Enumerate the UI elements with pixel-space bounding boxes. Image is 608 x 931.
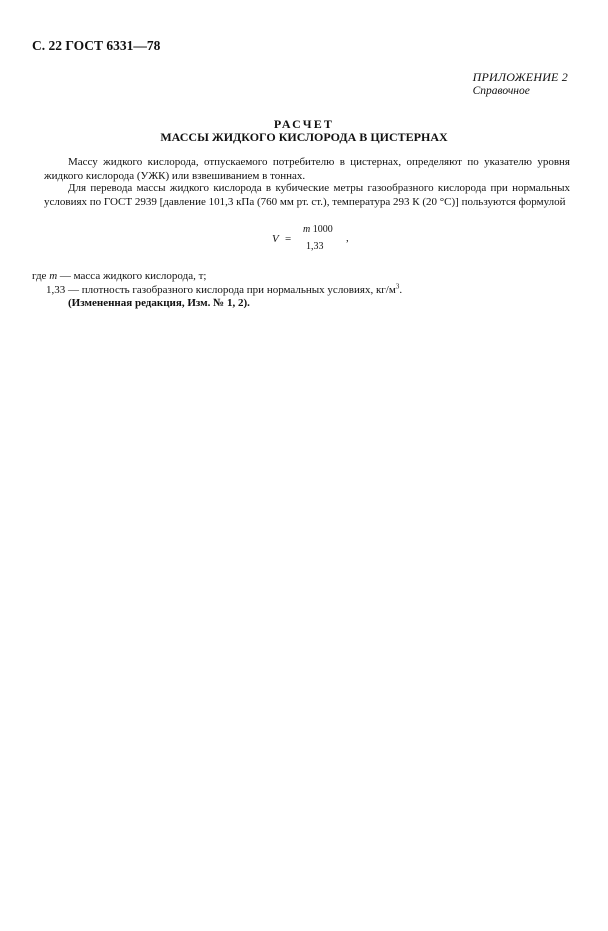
definition-dash: — bbox=[59, 270, 71, 282]
definition-symbol: 1,33 bbox=[46, 283, 66, 296]
paragraph-1: Массу жидкого кислорода, отпускаемого потребителю в цистернах, определяют по указателю уровня жидкого кислорода (УЖК) или взвешиванием в тоннах. bbox=[44, 156, 570, 182]
heading-line-1: РАСЧЕТ bbox=[273, 117, 335, 131]
definition-superscript: 3 bbox=[395, 281, 400, 290]
formula-lhs: V bbox=[272, 233, 279, 245]
definition-row bbox=[32, 281, 403, 298]
appendix-title: ПРИЛОЖЕНИЕ 2 bbox=[472, 70, 568, 84]
definition-end: . bbox=[399, 283, 403, 296]
definition-text: масса жидкого кислорода, т; bbox=[73, 270, 207, 282]
section-heading bbox=[0, 118, 608, 144]
definition-text: плотность газобразного кислорода при нормальных условиях, кг/м bbox=[81, 283, 396, 296]
formula-comma: , bbox=[346, 232, 349, 244]
paragraph-2: Для перевода массы жидкого кислорода в кубические метры газообразного кислорода при нормальных условиях по ГОСТ 2939 [давление 101,3 кПа (760 мм рт. ст.), температура 293 К (20 °С)] пользуются формулой bbox=[44, 182, 570, 208]
formula-numerator bbox=[303, 224, 333, 235]
definition-symbol: m bbox=[49, 270, 58, 282]
definition-prefix: где bbox=[32, 270, 47, 282]
appendix-subtitle: Справочное bbox=[472, 85, 530, 97]
definition-dash: — bbox=[68, 283, 79, 296]
definition-row bbox=[32, 270, 402, 284]
formula-numerator-var: m bbox=[303, 224, 311, 235]
appendix-label bbox=[473, 70, 568, 98]
formula-equals: = bbox=[285, 233, 292, 245]
heading-line-2: МАССЫ ЖИДКОГО КИСЛОРОДА В ЦИСТЕРНАХ bbox=[160, 130, 448, 144]
formula-numerator-const: 1000 bbox=[312, 224, 333, 235]
page-header: С. 22 ГОСТ 6331—78 bbox=[32, 38, 161, 53]
formula-denominator: 1,33 bbox=[306, 241, 324, 252]
definitions-list bbox=[32, 270, 402, 297]
volume-formula bbox=[258, 220, 378, 254]
amendment-note: (Измененная редакция, Изм. № 1, 2). bbox=[68, 297, 250, 309]
